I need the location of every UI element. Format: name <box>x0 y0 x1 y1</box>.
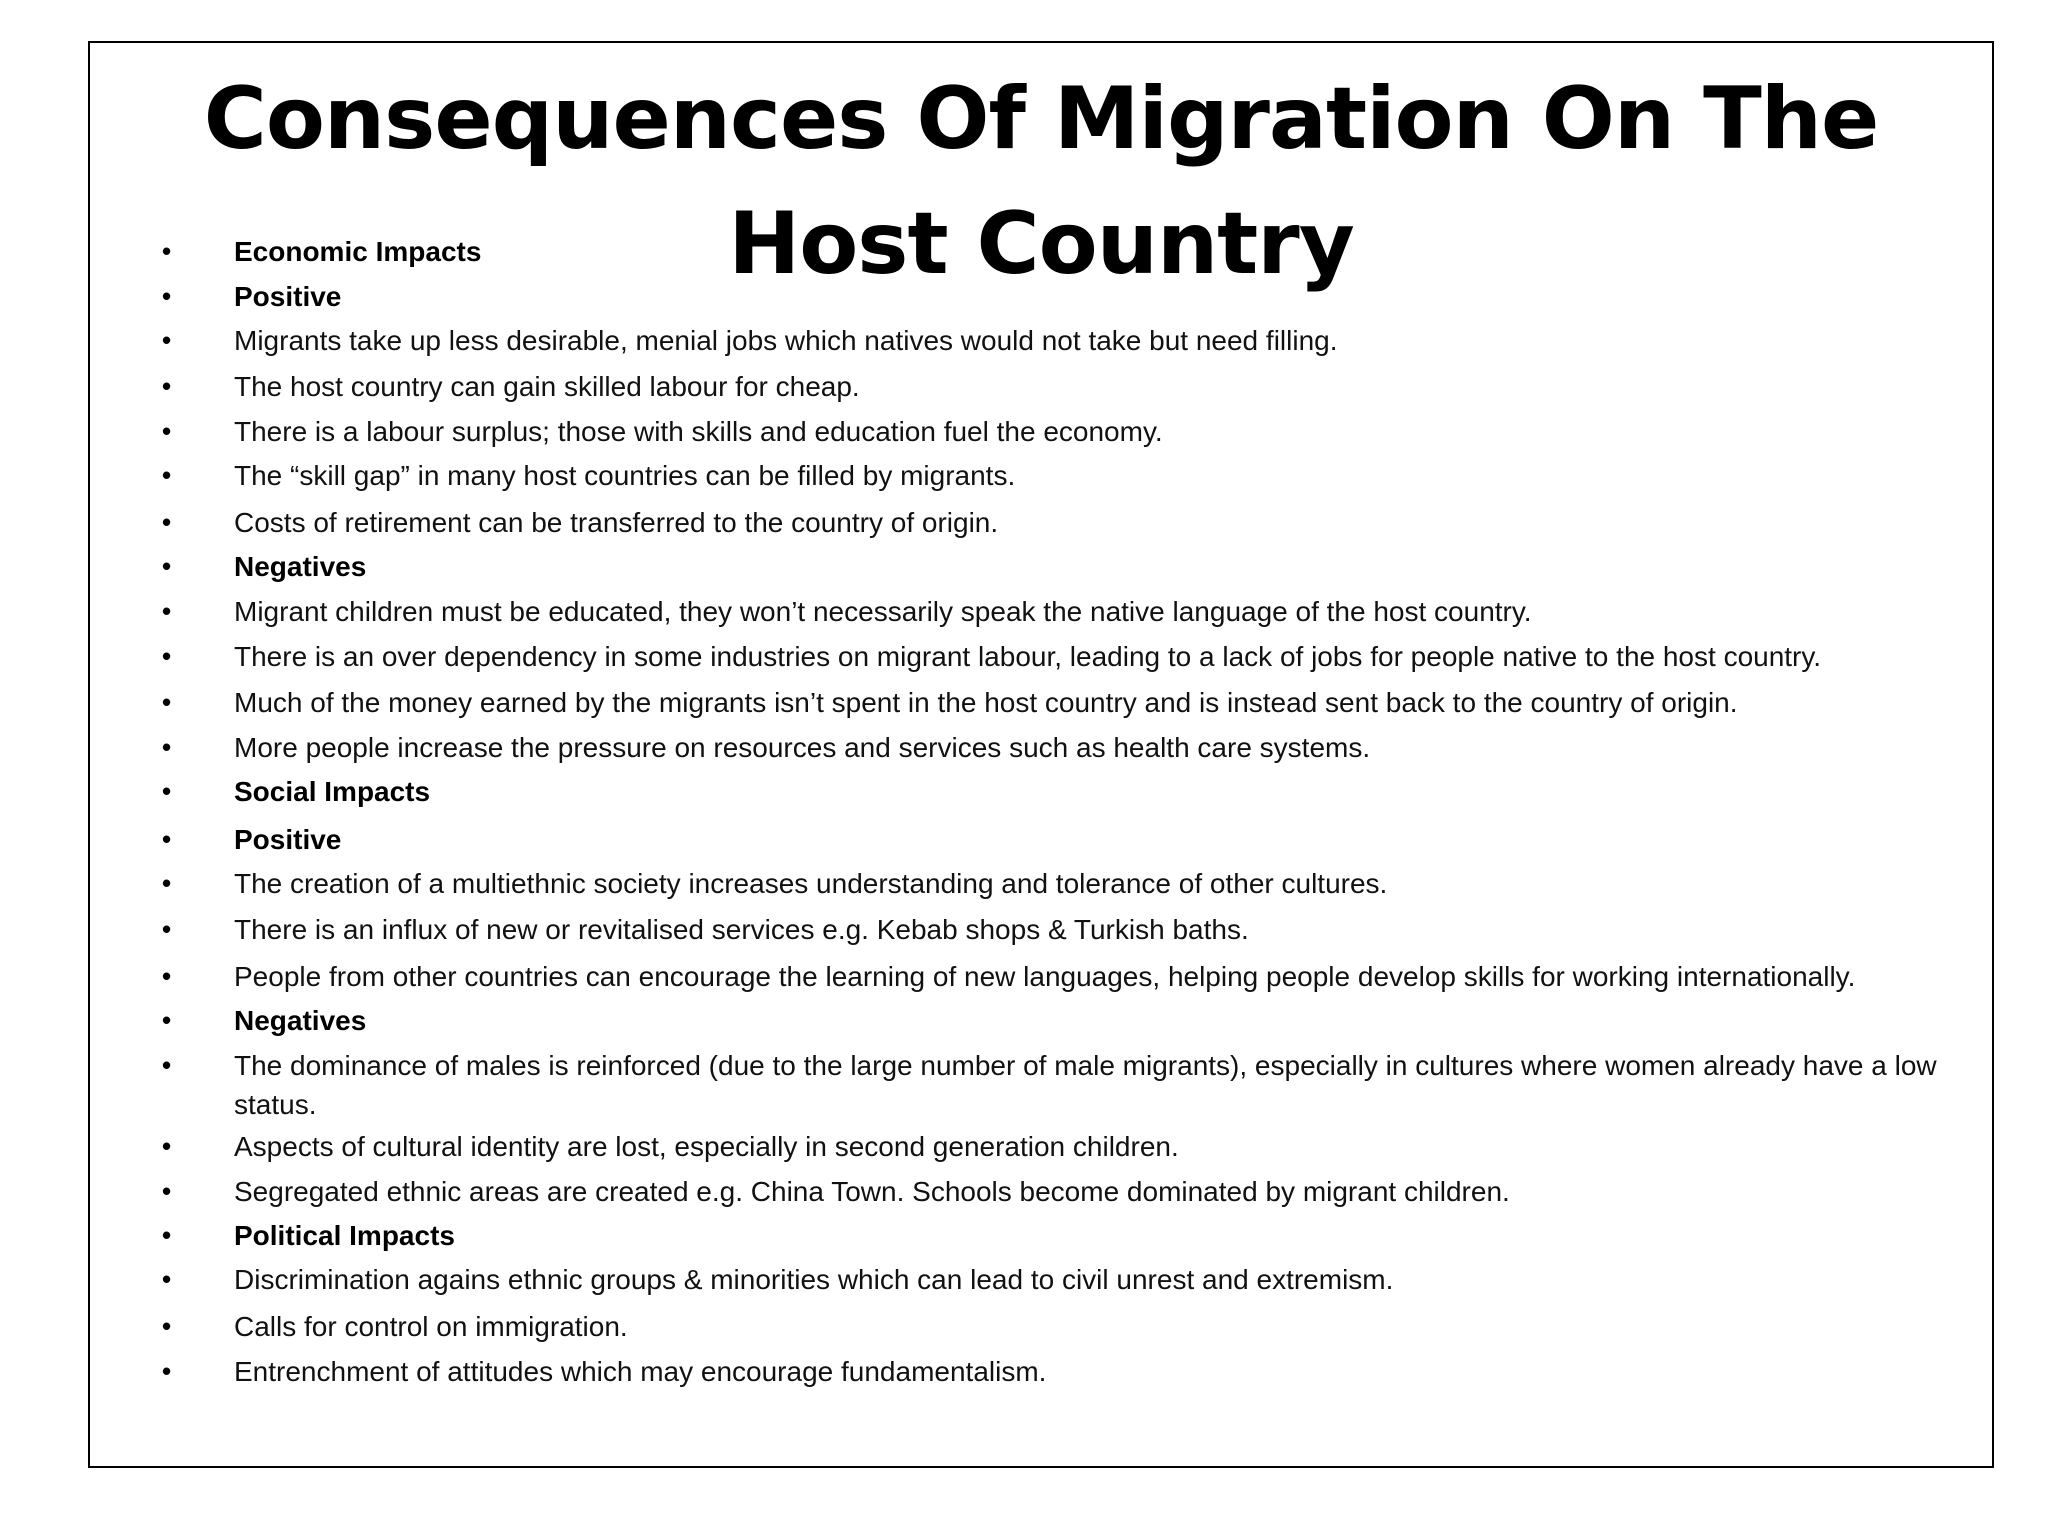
list-item-text: The host country can gain skilled labour for cheap. <box>234 371 860 402</box>
list-item-text: There is an over dependency in some industries on migrant labour, leading to a lack of jobs for people native to the host country. <box>234 641 1822 672</box>
bullet-icon: • <box>162 460 172 490</box>
bullet-icon: • <box>162 1220 172 1250</box>
bullet-icon: • <box>162 1264 172 1294</box>
bullet-icon: • <box>162 551 172 581</box>
section-heading-text: Negatives <box>234 1005 367 1036</box>
list-item-text: Migrants take up less desirable, menial jobs which natives would not take but need filling. <box>234 325 1338 356</box>
bullet-icon: • <box>162 1176 172 1206</box>
section-heading-text: Positive <box>234 824 342 855</box>
list-item-text: Aspects of cultural identity are lost, especially in second generation children. <box>234 1131 1179 1162</box>
bullet-icon: • <box>162 914 172 944</box>
list-item-text: Migrant children must be educated, they won’t necessarily speak the native language of the host country. <box>234 596 1532 627</box>
bullet-icon: • <box>162 1005 172 1035</box>
bullet-icon: • <box>162 596 172 626</box>
bullet-icon: • <box>162 868 172 898</box>
slide-title-line-2: Host Country <box>728 194 1354 294</box>
bullet-icon: • <box>162 776 172 806</box>
section-heading-text: Positive <box>234 281 342 312</box>
bullet-icon: • <box>162 1131 172 1161</box>
list-item-text: There is an influx of new or revitalised services e.g. Kebab shops & Turkish baths. <box>234 914 1249 945</box>
bullet-icon: • <box>162 961 172 991</box>
list-item-text: Entrenchment of attitudes which may encourage fundamentalism. <box>234 1356 1047 1387</box>
slide-title-line-1: Consequences Of Migration On The <box>203 69 1879 169</box>
list-item-text: Much of the money earned by the migrants isn’t spent in the host country and is instead sent back to the country of origin. <box>234 687 1738 718</box>
bullet-icon: • <box>162 732 172 762</box>
bullet-icon: • <box>162 281 172 311</box>
bullet-icon: • <box>162 236 172 266</box>
bullet-icon: • <box>162 507 172 537</box>
bullet-icon: • <box>162 824 172 854</box>
bullet-icon: • <box>162 687 172 717</box>
list-item-text: Discrimination agains ethnic groups & minorities which can lead to civil unrest and extremism. <box>234 1264 1394 1295</box>
list-item-text: The dominance of males is reinforced (due to the large number of male migrants), especially in cultures where women already have a low status. <box>234 1050 1937 1120</box>
bullet-icon: • <box>162 1356 172 1386</box>
section-heading-text: Economic Impacts <box>234 236 482 267</box>
list-item-text: Calls for control on immigration. <box>234 1311 628 1342</box>
bullet-icon: • <box>162 641 172 671</box>
list-item-text: There is a labour surplus; those with skills and education fuel the economy. <box>234 416 1163 447</box>
bullet-icon: • <box>162 416 172 446</box>
list-item-text: Segregated ethnic areas are created e.g. China Town. Schools become dominated by migrant children. <box>234 1176 1510 1207</box>
bullet-icon: • <box>162 1311 172 1341</box>
list-item-text: The creation of a multiethnic society increases understanding and tolerance of other cultures. <box>234 868 1388 899</box>
list-item-text: People from other countries can encourage the learning of new languages, helping people develop skills for working internationally. <box>234 961 1856 992</box>
list-item-text: More people increase the pressure on resources and services such as health care systems. <box>234 732 1371 763</box>
bullet-icon: • <box>162 325 172 355</box>
section-heading-text: Social Impacts <box>234 776 431 807</box>
bullet-icon: • <box>162 371 172 401</box>
section-heading-text: Political Impacts <box>234 1220 455 1251</box>
section-heading-text: Negatives <box>234 551 367 582</box>
bullet-icon: • <box>162 1050 172 1080</box>
list-item-text: Costs of retirement can be transferred to the country of origin. <box>234 507 999 538</box>
list-item-text: The “skill gap” in many host countries can be filled by migrants. <box>234 460 1016 491</box>
slide <box>88 41 1994 1468</box>
